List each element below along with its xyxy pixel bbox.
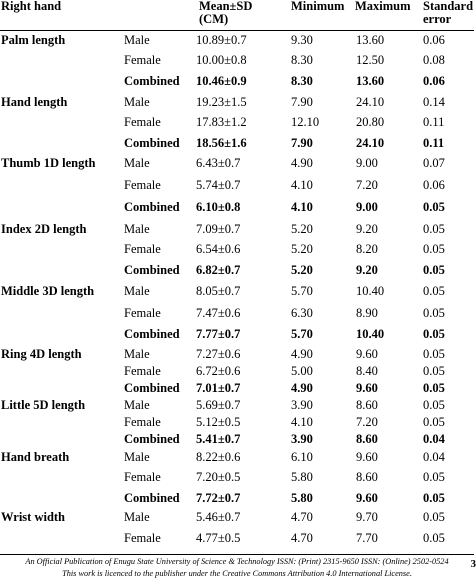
- maximum-cell: 8.60: [356, 398, 378, 412]
- header-mean-sd: Mean±SD: [199, 0, 253, 13]
- sex-cell: Female: [124, 178, 161, 192]
- mean-sd-cell: 7.20±0.5: [196, 470, 241, 484]
- mean-sd-cell: 10.00±0.8: [196, 53, 247, 67]
- minimum-cell: 4.90: [291, 156, 313, 170]
- sex-cell: Female: [124, 364, 161, 378]
- minimum-cell: 6.30: [291, 306, 313, 320]
- standard-error-cell: 0.05: [423, 222, 445, 236]
- maximum-cell: 10.40: [356, 327, 385, 341]
- parameter-label: Little 5D length: [1, 398, 86, 412]
- maximum-cell: 13.60: [356, 33, 385, 47]
- standard-error-cell: 0.05: [423, 263, 445, 277]
- maximum-cell: 9.70: [356, 510, 378, 524]
- minimum-cell: 5.80: [291, 470, 313, 484]
- mean-sd-cell: 7.01±0.7: [196, 381, 241, 395]
- maximum-cell: 8.90: [356, 306, 378, 320]
- minimum-cell: 6.10: [291, 450, 313, 464]
- standard-error-cell: 0.04: [423, 432, 445, 446]
- standard-error-cell: 0.06: [423, 178, 445, 192]
- standard-error-cell: 0.06: [423, 74, 445, 88]
- mean-sd-cell: 5.46±0.7: [196, 510, 241, 524]
- header-maximum: Maximum: [355, 0, 411, 13]
- minimum-cell: 8.30: [291, 53, 313, 67]
- sex-cell: Male: [124, 347, 150, 361]
- mean-sd-cell: 10.89±0.7: [196, 33, 247, 47]
- minimum-cell: 4.90: [291, 381, 313, 395]
- minimum-cell: 5.70: [291, 327, 313, 341]
- minimum-cell: 7.90: [291, 136, 313, 150]
- mean-sd-cell: 6.43±0.7: [196, 156, 241, 170]
- standard-error-cell: 0.07: [423, 156, 445, 170]
- sex-cell: Female: [124, 306, 161, 320]
- sex-cell: Combined: [124, 136, 180, 150]
- sex-cell: Male: [124, 222, 150, 236]
- minimum-cell: 5.20: [291, 242, 313, 256]
- standard-error-cell: 0.06: [423, 33, 445, 47]
- mean-sd-cell: 5.69±0.7: [196, 398, 241, 412]
- mean-sd-cell: 17.83±1.2: [196, 115, 247, 129]
- sex-cell: Combined: [124, 74, 180, 88]
- sex-cell: Male: [124, 510, 150, 524]
- footer-license-line: This work is licenced to the publisher under the Creative Commons Attribution 4.0 International License.: [62, 569, 412, 578]
- standard-error-cell: 0.08: [423, 53, 445, 67]
- sex-cell: Male: [124, 450, 150, 464]
- maximum-cell: 20.80: [356, 115, 385, 129]
- sex-cell: Combined: [124, 263, 180, 277]
- header-right-hand: Right hand: [1, 0, 62, 13]
- minimum-cell: 7.90: [291, 95, 313, 109]
- header-rule: [0, 30, 474, 31]
- minimum-cell: 8.30: [291, 74, 313, 88]
- standard-error-cell: 0.05: [423, 470, 445, 484]
- mean-sd-cell: 7.09±0.7: [196, 222, 241, 236]
- sex-cell: Combined: [124, 327, 180, 341]
- maximum-cell: 9.60: [356, 347, 378, 361]
- minimum-cell: 5.20: [291, 222, 313, 236]
- maximum-cell: 7.20: [356, 178, 378, 192]
- parameter-label: Palm length: [1, 33, 66, 47]
- maximum-cell: 9.60: [356, 381, 378, 395]
- standard-error-cell: 0.05: [423, 347, 445, 361]
- mean-sd-cell: 7.27±0.6: [196, 347, 241, 361]
- standard-error-cell: 0.05: [423, 491, 445, 505]
- parameter-label: Ring 4D length: [1, 347, 82, 361]
- sex-cell: Female: [124, 242, 161, 256]
- sex-cell: Male: [124, 398, 150, 412]
- minimum-cell: 4.70: [291, 510, 313, 524]
- sex-cell: Male: [124, 95, 150, 109]
- standard-error-cell: 0.11: [423, 136, 445, 150]
- maximum-cell: 9.20: [356, 222, 378, 236]
- minimum-cell: 12.10: [291, 115, 320, 129]
- sex-cell: Combined: [124, 381, 180, 395]
- minimum-cell: 5.20: [291, 263, 313, 277]
- standard-error-cell: 0.05: [423, 510, 445, 524]
- minimum-cell: 5.80: [291, 491, 313, 505]
- maximum-cell: 9.60: [356, 450, 378, 464]
- maximum-cell: 24.10: [356, 95, 385, 109]
- minimum-cell: 4.10: [291, 415, 313, 429]
- mean-sd-cell: 7.72±0.7: [196, 491, 241, 505]
- parameter-label: Middle 3D length: [1, 284, 95, 298]
- parameter-label: Wrist width: [1, 510, 66, 524]
- maximum-cell: 12.50: [356, 53, 385, 67]
- maximum-cell: 24.10: [356, 136, 385, 150]
- mean-sd-cell: 6.54±0.6: [196, 242, 241, 256]
- header-standard: Standard: [423, 0, 474, 13]
- sex-cell: Combined: [124, 432, 180, 446]
- standard-error-cell: 0.04: [423, 450, 445, 464]
- standard-error-cell: 0.05: [423, 327, 445, 341]
- standard-error-cell: 0.05: [423, 531, 445, 545]
- mean-sd-cell: 19.23±1.5: [196, 95, 247, 109]
- mean-sd-cell: 5.12±0.5: [196, 415, 241, 429]
- maximum-cell: 8.60: [356, 432, 378, 446]
- table-header: [0, 0, 474, 30]
- minimum-cell: 9.30: [291, 33, 313, 47]
- mean-sd-cell: 5.74±0.7: [196, 178, 241, 192]
- mean-sd-cell: 7.77±0.7: [196, 327, 241, 341]
- minimum-cell: 4.10: [291, 200, 313, 214]
- mean-sd-cell: 5.41±0.7: [196, 432, 241, 446]
- minimum-cell: 4.90: [291, 347, 313, 361]
- mean-sd-cell: 6.82±0.7: [196, 263, 241, 277]
- minimum-cell: 5.00: [291, 364, 313, 378]
- standard-error-cell: 0.14: [423, 95, 445, 109]
- sex-cell: Male: [124, 284, 150, 298]
- mean-sd-cell: 8.22±0.6: [196, 450, 241, 464]
- bottom-rule: [0, 554, 474, 555]
- parameter-label: Hand length: [1, 95, 68, 109]
- sex-cell: Female: [124, 115, 161, 129]
- maximum-cell: 10.40: [356, 284, 385, 298]
- maximum-cell: 8.20: [356, 242, 378, 256]
- sex-cell: Male: [124, 33, 150, 47]
- mean-sd-cell: 6.72±0.6: [196, 364, 241, 378]
- sex-cell: Female: [124, 53, 161, 67]
- standard-error-cell: 0.05: [423, 306, 445, 320]
- mean-sd-cell: 7.47±0.6: [196, 306, 241, 320]
- standard-error-cell: 0.05: [423, 398, 445, 412]
- page-number: 3: [470, 558, 476, 570]
- minimum-cell: 3.90: [291, 398, 313, 412]
- standard-error-cell: 0.05: [423, 200, 445, 214]
- sex-cell: Combined: [124, 200, 180, 214]
- parameter-label: Thumb 1D length: [1, 156, 96, 170]
- mean-sd-cell: 10.46±0.9: [196, 74, 247, 88]
- maximum-cell: 9.00: [356, 156, 378, 170]
- sex-cell: Male: [124, 156, 150, 170]
- sex-cell: Female: [124, 470, 161, 484]
- minimum-cell: 3.90: [291, 432, 313, 446]
- mean-sd-cell: 18.56±1.6: [196, 136, 247, 150]
- minimum-cell: 4.70: [291, 531, 313, 545]
- mean-sd-cell: 8.05±0.7: [196, 284, 241, 298]
- sex-cell: Female: [124, 415, 161, 429]
- sex-cell: Combined: [124, 491, 180, 505]
- sex-cell: Female: [124, 531, 161, 545]
- header-mean-unit: (CM): [199, 12, 229, 26]
- minimum-cell: 4.10: [291, 178, 313, 192]
- maximum-cell: 9.20: [356, 263, 378, 277]
- header-minimum: Minimum: [291, 0, 345, 13]
- standard-error-cell: 0.05: [423, 242, 445, 256]
- maximum-cell: 8.40: [356, 364, 378, 378]
- maximum-cell: 13.60: [356, 74, 385, 88]
- standard-error-cell: 0.05: [423, 415, 445, 429]
- minimum-cell: 5.70: [291, 284, 313, 298]
- standard-error-cell: 0.05: [423, 364, 445, 378]
- header-error: error: [423, 12, 452, 26]
- parameter-label: Hand breath: [1, 450, 70, 464]
- standard-error-cell: 0.05: [423, 284, 445, 298]
- parameter-label: Index 2D length: [1, 222, 87, 236]
- footer-publication-line: An Official Publication of Enugu State University of Science & Technology ISSN: (Print) 2315-9650 ISSN: (Online) 2502-0524: [25, 557, 449, 566]
- maximum-cell: 7.20: [356, 415, 378, 429]
- maximum-cell: 7.70: [356, 531, 378, 545]
- maximum-cell: 9.00: [356, 200, 378, 214]
- standard-error-cell: 0.11: [423, 115, 445, 129]
- maximum-cell: 8.60: [356, 470, 378, 484]
- mean-sd-cell: 4.77±0.5: [196, 531, 241, 545]
- maximum-cell: 9.60: [356, 491, 378, 505]
- mean-sd-cell: 6.10±0.8: [196, 200, 241, 214]
- standard-error-cell: 0.05: [423, 381, 445, 395]
